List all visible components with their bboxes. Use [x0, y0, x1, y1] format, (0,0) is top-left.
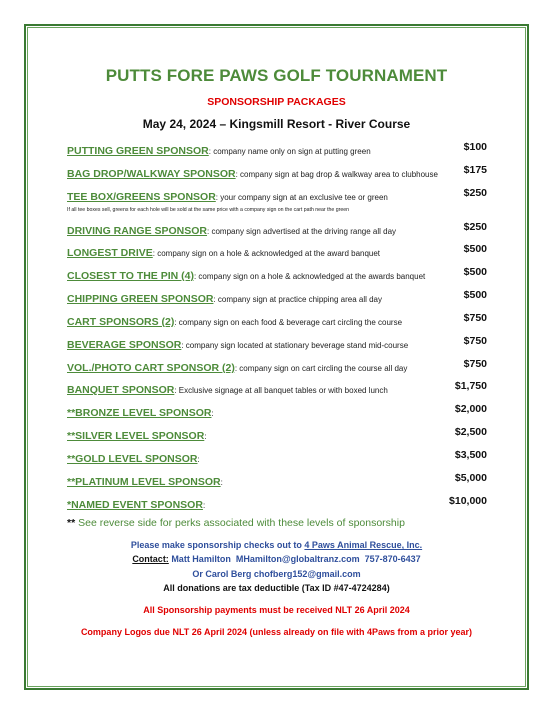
package-price: $750	[463, 358, 487, 370]
package-note: If all tee boxes sell, greens for each hole will be sold at the same price with a company sign on the cart path near the green	[67, 207, 350, 213]
package-description: : company name only on sign at putting green	[208, 147, 371, 156]
package-name: **PLATINUM LEVEL SPONSOR	[67, 476, 221, 488]
package-row	[67, 335, 487, 353]
package-name: CLOSEST TO THE PIN (4)	[67, 270, 194, 282]
package-name: **SILVER LEVEL SPONSOR	[67, 430, 205, 442]
reverse-stars: **	[67, 517, 76, 529]
package-row	[67, 449, 487, 467]
package-row	[67, 164, 487, 182]
package-name: CHIPPING GREEN SPONSOR	[67, 293, 214, 305]
package-price: $750	[463, 312, 487, 324]
package-name: VOL./PHOTO CART SPONSOR (2)	[67, 362, 235, 374]
package-row	[67, 243, 487, 261]
reverse-side-note	[67, 517, 405, 529]
package-description: :	[197, 455, 200, 464]
package-name: BEVERAGE SPONSOR	[67, 339, 182, 351]
package-description: : company sign advertised at the driving range all day	[207, 227, 397, 236]
logo-deadline: Company Logos due NLT 26 April 2024 (unless already on file with 4Paws from a prior year)	[80, 627, 473, 637]
package-description: :	[204, 432, 207, 441]
package-row	[67, 380, 487, 398]
package-name: **BRONZE LEVEL SPONSOR	[67, 407, 212, 419]
event-dateline: May 24, 2024 – Kingsmill Resort - River Course	[142, 117, 411, 131]
package-description: : company sign at bag drop & walkway area to clubhouse	[235, 170, 438, 179]
package-row	[67, 266, 487, 284]
contact-name: Matt Hamilton	[168, 554, 231, 564]
contact-label: Contact:	[132, 554, 169, 564]
package-name: BAG DROP/WALKWAY SPONSOR	[67, 168, 236, 180]
package-name: *NAMED EVENT SPONSOR	[67, 499, 203, 511]
package-price: $10,000	[449, 495, 487, 507]
package-price: $2,000	[454, 403, 487, 415]
checks-prefix: Please make sponsorship checks out to	[130, 540, 305, 550]
package-name: LONGEST DRIVE	[67, 247, 153, 259]
package-row	[67, 426, 487, 444]
package-row	[67, 141, 487, 159]
package-price: $3,500	[454, 449, 487, 461]
contact-line	[0, 554, 553, 564]
package-description: :	[202, 501, 206, 510]
package-row	[67, 495, 487, 513]
contact-phone: 757-870-6437	[364, 554, 421, 564]
package-row	[67, 403, 487, 421]
checks-org: 4 Paws Animal Rescue, Inc.	[304, 540, 423, 550]
page-title: PUTTS FORE PAWS GOLF TOURNAMENT	[105, 66, 448, 85]
package-price: $750	[463, 335, 487, 347]
package-description: : company sign at practice chipping area all day	[213, 295, 382, 304]
package-description: :	[211, 409, 214, 418]
package-description: : company sign on a hole & acknowledged at the awards banquet	[193, 272, 426, 281]
package-description: : company sign located at stationary beverage stand mid-course	[181, 341, 409, 350]
package-description: : company sign on a hole & acknowledged at the award banquet	[152, 249, 381, 258]
reverse-text: See reverse side for perks associated with these levels of sponsorship	[75, 517, 405, 529]
package-price: $175	[463, 164, 487, 176]
package-row	[67, 187, 487, 213]
package-price: $5,000	[454, 472, 487, 484]
package-price: $2,500	[454, 426, 487, 438]
package-description: :	[220, 478, 223, 487]
package-price: $250	[463, 221, 487, 233]
package-price: $1,750	[454, 380, 487, 392]
package-name: TEE BOX/GREENS SPONSOR	[67, 191, 216, 203]
package-price: $500	[463, 289, 487, 301]
package-name: **GOLD LEVEL SPONSOR	[67, 453, 198, 465]
package-description: : your company sign at an exclusive tee or green	[215, 193, 388, 202]
package-row	[67, 221, 487, 239]
package-name: PUTTING GREEN SPONSOR	[67, 145, 209, 157]
package-price: $250	[463, 187, 487, 199]
package-description: : company sign on each food & beverage cart circling the course	[174, 318, 403, 327]
tax-note: All donations are tax deductible (Tax ID #47-4724284)	[163, 583, 390, 593]
page-subtitle: SPONSORSHIP PACKAGES	[207, 96, 346, 108]
package-row	[67, 472, 487, 490]
package-price: $100	[463, 141, 487, 153]
contact-alt: Or Carol Berg chofberg152@gmail.com	[192, 569, 361, 579]
package-price: $500	[463, 243, 487, 255]
payment-deadline: All Sponsorship payments must be received NLT 26 April 2024	[143, 605, 410, 615]
package-row	[67, 358, 487, 376]
package-row	[67, 312, 487, 330]
package-description: : company sign on cart circling the course all day	[234, 364, 408, 373]
contact-email[interactable]: MHamilton@globaltranz.com	[235, 554, 360, 564]
package-price: $500	[463, 266, 487, 278]
package-name: BANQUET SPONSOR	[67, 384, 175, 396]
package-name: CART SPONSORS (2)	[67, 316, 175, 328]
package-row	[67, 289, 487, 307]
package-description: : Exclusive signage at all banquet tables or with boxed lunch	[174, 386, 388, 395]
package-name: DRIVING RANGE SPONSOR	[67, 225, 208, 237]
checks-line	[0, 540, 553, 550]
